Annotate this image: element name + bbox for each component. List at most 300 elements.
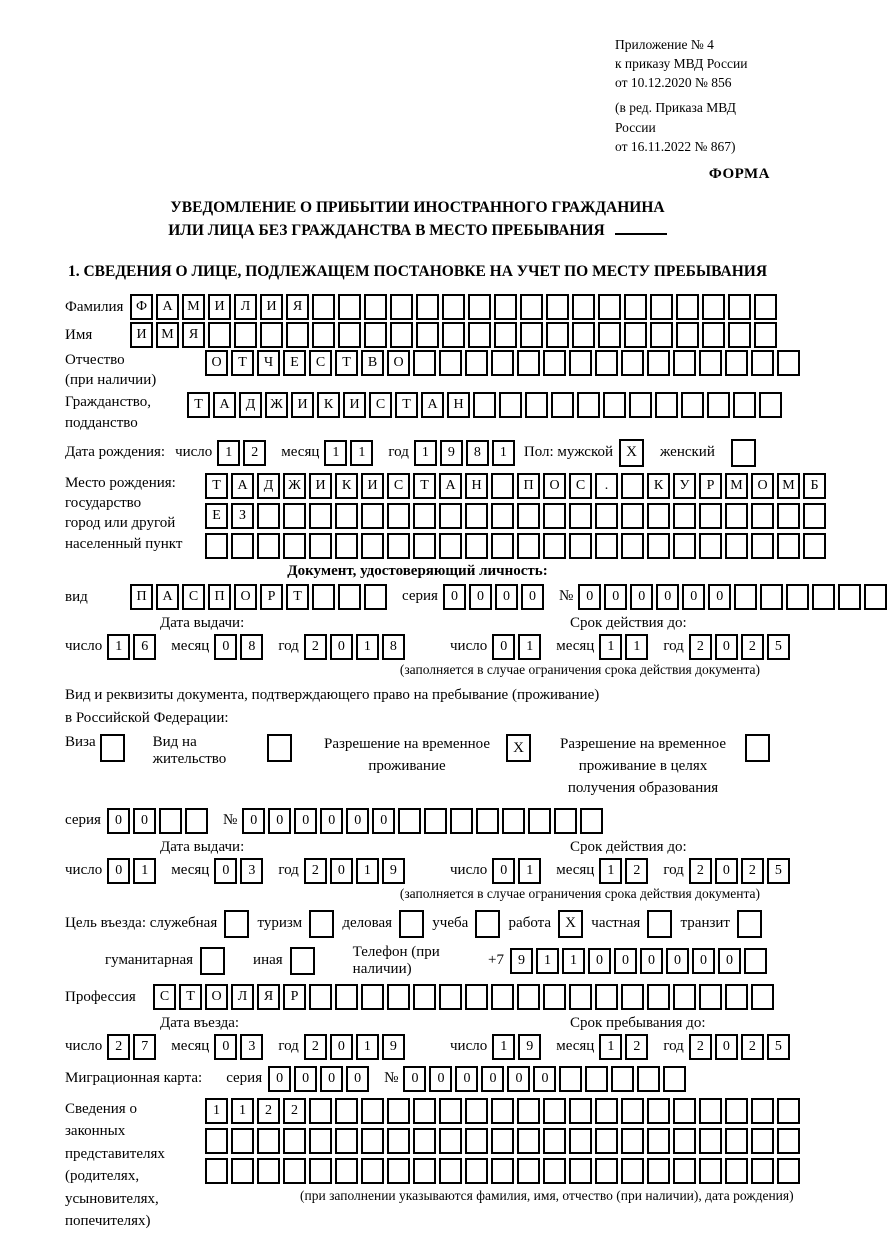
char-box[interactable]: К [335, 473, 358, 499]
char-box[interactable] [546, 322, 569, 348]
char-box[interactable]: М [777, 473, 800, 499]
char-box[interactable]: Т [205, 473, 228, 499]
char-box[interactable] [786, 584, 809, 610]
char-box[interactable] [585, 1066, 608, 1092]
char-box[interactable]: Н [465, 473, 488, 499]
char-box[interactable] [439, 533, 462, 559]
char-box[interactable]: 1 [107, 634, 130, 660]
char-box[interactable]: 0 [588, 948, 611, 974]
char-box[interactable] [699, 533, 722, 559]
char-box[interactable] [603, 392, 626, 418]
char-box[interactable] [577, 392, 600, 418]
char-box[interactable] [673, 1158, 696, 1184]
char-box[interactable]: 0 [214, 634, 237, 660]
char-box[interactable] [647, 1128, 670, 1154]
char-box[interactable] [725, 350, 748, 376]
char-box[interactable]: Ф [130, 294, 153, 320]
char-box[interactable]: 0 [614, 948, 637, 974]
char-box[interactable] [699, 1158, 722, 1184]
char-box[interactable] [465, 984, 488, 1010]
char-box[interactable]: 1 [599, 858, 622, 884]
char-box[interactable]: А [156, 294, 179, 320]
char-box[interactable]: 0 [533, 1066, 556, 1092]
char-box[interactable] [494, 322, 517, 348]
residence-permit-checkbox[interactable] [267, 734, 292, 762]
char-box[interactable] [491, 1098, 514, 1124]
char-box[interactable] [572, 322, 595, 348]
char-box[interactable] [491, 503, 514, 529]
char-box[interactable] [725, 1128, 748, 1154]
char-box[interactable] [424, 808, 447, 834]
char-box[interactable] [517, 350, 540, 376]
char-box[interactable]: 2 [625, 858, 648, 884]
purpose-tourism-checkbox[interactable] [309, 910, 334, 938]
char-box[interactable]: С [369, 392, 392, 418]
char-box[interactable]: 0 [715, 858, 738, 884]
char-box[interactable] [309, 1128, 332, 1154]
char-box[interactable] [361, 533, 384, 559]
char-box[interactable]: Я [257, 984, 280, 1010]
char-box[interactable] [543, 533, 566, 559]
char-box[interactable] [543, 1098, 566, 1124]
char-box[interactable] [595, 984, 618, 1010]
char-box[interactable] [335, 503, 358, 529]
char-box[interactable] [725, 533, 748, 559]
char-box[interactable] [234, 322, 257, 348]
char-box[interactable] [465, 1158, 488, 1184]
char-box[interactable]: О [205, 350, 228, 376]
char-box[interactable]: А [421, 392, 444, 418]
char-box[interactable] [517, 1158, 540, 1184]
char-box[interactable] [621, 350, 644, 376]
char-box[interactable] [777, 350, 800, 376]
char-box[interactable]: 0 [469, 584, 492, 610]
char-box[interactable] [699, 984, 722, 1010]
char-box[interactable]: 1 [217, 440, 240, 466]
char-box[interactable]: 1 [518, 858, 541, 884]
char-box[interactable]: 0 [640, 948, 663, 974]
char-box[interactable]: . [595, 473, 618, 499]
char-box[interactable]: 1 [625, 634, 648, 660]
char-box[interactable]: С [569, 473, 592, 499]
char-box[interactable] [364, 584, 387, 610]
char-box[interactable]: Е [283, 350, 306, 376]
char-box[interactable] [491, 350, 514, 376]
char-box[interactable]: М [156, 322, 179, 348]
char-box[interactable] [309, 1098, 332, 1124]
char-box[interactable] [725, 503, 748, 529]
char-box[interactable] [569, 1098, 592, 1124]
char-box[interactable]: К [317, 392, 340, 418]
char-box[interactable] [777, 1098, 800, 1124]
char-box[interactable]: 2 [625, 1034, 648, 1060]
char-box[interactable]: 9 [518, 1034, 541, 1060]
char-box[interactable] [517, 533, 540, 559]
char-box[interactable] [647, 350, 670, 376]
char-box[interactable] [699, 1128, 722, 1154]
char-box[interactable] [569, 1158, 592, 1184]
char-box[interactable]: 0 [630, 584, 653, 610]
char-box[interactable]: 0 [214, 858, 237, 884]
char-box[interactable] [387, 1098, 410, 1124]
char-box[interactable] [231, 533, 254, 559]
char-box[interactable] [733, 392, 756, 418]
char-box[interactable] [413, 984, 436, 1010]
char-box[interactable] [413, 1098, 436, 1124]
char-box[interactable] [520, 294, 543, 320]
char-box[interactable]: 0 [715, 1034, 738, 1060]
char-box[interactable] [751, 1098, 774, 1124]
char-box[interactable] [702, 322, 725, 348]
char-box[interactable] [650, 322, 673, 348]
temp-residence-checkbox[interactable]: X [506, 734, 531, 762]
char-box[interactable]: О [543, 473, 566, 499]
char-box[interactable] [416, 294, 439, 320]
char-box[interactable] [725, 1098, 748, 1124]
char-box[interactable] [517, 984, 540, 1010]
char-box[interactable] [499, 392, 522, 418]
char-box[interactable]: 1 [356, 858, 379, 884]
char-box[interactable]: 2 [689, 1034, 712, 1060]
char-box[interactable]: 0 [330, 634, 353, 660]
char-box[interactable] [468, 322, 491, 348]
char-box[interactable] [439, 984, 462, 1010]
char-box[interactable] [286, 322, 309, 348]
char-box[interactable]: 0 [242, 808, 265, 834]
char-box[interactable]: А [213, 392, 236, 418]
char-box[interactable] [647, 984, 670, 1010]
char-box[interactable] [312, 322, 335, 348]
char-box[interactable]: С [387, 473, 410, 499]
char-box[interactable] [309, 503, 332, 529]
char-box[interactable] [621, 533, 644, 559]
char-box[interactable] [699, 1098, 722, 1124]
char-box[interactable]: Р [260, 584, 283, 610]
char-box[interactable] [387, 1128, 410, 1154]
char-box[interactable]: 1 [414, 440, 437, 466]
char-box[interactable] [491, 984, 514, 1010]
char-box[interactable] [465, 533, 488, 559]
char-box[interactable]: 0 [604, 584, 627, 610]
char-box[interactable] [387, 1158, 410, 1184]
char-box[interactable]: 0 [346, 1066, 369, 1092]
char-box[interactable]: 9 [382, 1034, 405, 1060]
char-box[interactable]: Т [286, 584, 309, 610]
temp-residence-education-checkbox[interactable] [745, 734, 770, 762]
char-box[interactable] [744, 948, 767, 974]
char-box[interactable] [803, 503, 826, 529]
char-box[interactable]: Т [395, 392, 418, 418]
char-box[interactable]: 2 [243, 440, 266, 466]
char-box[interactable] [525, 392, 548, 418]
char-box[interactable] [707, 392, 730, 418]
char-box[interactable] [491, 1158, 514, 1184]
purpose-transit-checkbox[interactable] [737, 910, 762, 938]
char-box[interactable] [413, 1158, 436, 1184]
char-box[interactable] [621, 503, 644, 529]
char-box[interactable]: 1 [356, 634, 379, 660]
char-box[interactable]: 0 [718, 948, 741, 974]
char-box[interactable] [338, 322, 361, 348]
char-box[interactable]: М [725, 473, 748, 499]
char-box[interactable] [569, 350, 592, 376]
char-box[interactable] [759, 392, 782, 418]
char-box[interactable]: 0 [507, 1066, 530, 1092]
char-box[interactable]: Я [286, 294, 309, 320]
char-box[interactable] [559, 1066, 582, 1092]
char-box[interactable] [647, 1098, 670, 1124]
char-box[interactable] [760, 584, 783, 610]
char-box[interactable] [864, 584, 887, 610]
char-box[interactable]: И [309, 473, 332, 499]
char-box[interactable]: П [517, 473, 540, 499]
char-box[interactable] [416, 322, 439, 348]
char-box[interactable] [569, 533, 592, 559]
char-box[interactable] [517, 1128, 540, 1154]
char-box[interactable]: Р [283, 984, 306, 1010]
char-box[interactable]: 1 [133, 858, 156, 884]
char-box[interactable]: Р [699, 473, 722, 499]
char-box[interactable]: Е [205, 503, 228, 529]
char-box[interactable]: 1 [324, 440, 347, 466]
char-box[interactable]: 0 [268, 808, 291, 834]
char-box[interactable] [390, 294, 413, 320]
char-box[interactable] [185, 808, 208, 834]
char-box[interactable]: 0 [320, 808, 343, 834]
char-box[interactable] [338, 584, 361, 610]
char-box[interactable] [465, 1098, 488, 1124]
char-box[interactable]: 2 [304, 1034, 327, 1060]
char-box[interactable]: 0 [320, 1066, 343, 1092]
char-box[interactable]: 0 [294, 808, 317, 834]
char-box[interactable] [725, 984, 748, 1010]
char-box[interactable]: 9 [440, 440, 463, 466]
char-box[interactable]: Т [413, 473, 436, 499]
char-box[interactable]: 0 [107, 858, 130, 884]
char-box[interactable]: 0 [443, 584, 466, 610]
char-box[interactable]: 2 [304, 634, 327, 660]
char-box[interactable] [595, 1158, 618, 1184]
char-box[interactable] [598, 322, 621, 348]
char-box[interactable]: 5 [767, 1034, 790, 1060]
visa-checkbox[interactable] [100, 734, 125, 762]
char-box[interactable]: 3 [240, 1034, 263, 1060]
char-box[interactable] [676, 322, 699, 348]
purpose-private-checkbox[interactable] [647, 910, 672, 938]
char-box[interactable] [517, 503, 540, 529]
char-box[interactable] [754, 294, 777, 320]
char-box[interactable]: 1 [599, 634, 622, 660]
char-box[interactable] [491, 533, 514, 559]
char-box[interactable]: 9 [382, 858, 405, 884]
char-box[interactable]: С [182, 584, 205, 610]
char-box[interactable]: 1 [562, 948, 585, 974]
char-box[interactable]: 8 [466, 440, 489, 466]
char-box[interactable]: Т [179, 984, 202, 1010]
char-box[interactable] [335, 533, 358, 559]
char-box[interactable] [621, 1098, 644, 1124]
char-box[interactable] [647, 1158, 670, 1184]
char-box[interactable] [283, 503, 306, 529]
char-box[interactable] [312, 294, 335, 320]
char-box[interactable]: 2 [741, 858, 764, 884]
char-box[interactable] [208, 322, 231, 348]
char-box[interactable] [673, 350, 696, 376]
char-box[interactable] [777, 503, 800, 529]
char-box[interactable] [283, 1128, 306, 1154]
char-box[interactable]: 5 [767, 634, 790, 660]
char-box[interactable]: 0 [708, 584, 731, 610]
char-box[interactable] [260, 322, 283, 348]
char-box[interactable] [595, 350, 618, 376]
char-box[interactable] [442, 294, 465, 320]
char-box[interactable] [728, 294, 751, 320]
char-box[interactable] [751, 984, 774, 1010]
char-box[interactable]: 0 [578, 584, 601, 610]
char-box[interactable] [309, 1158, 332, 1184]
char-box[interactable] [546, 294, 569, 320]
char-box[interactable] [309, 533, 332, 559]
purpose-work-checkbox[interactable]: X [558, 910, 583, 938]
purpose-official-checkbox[interactable] [224, 910, 249, 938]
char-box[interactable] [338, 294, 361, 320]
char-box[interactable] [205, 1158, 228, 1184]
char-box[interactable] [624, 322, 647, 348]
char-box[interactable] [572, 294, 595, 320]
char-box[interactable]: 0 [656, 584, 679, 610]
char-box[interactable]: 2 [741, 634, 764, 660]
char-box[interactable] [611, 1066, 634, 1092]
char-box[interactable] [257, 1128, 280, 1154]
char-box[interactable]: А [156, 584, 179, 610]
char-box[interactable] [361, 1128, 384, 1154]
char-box[interactable]: 1 [518, 634, 541, 660]
char-box[interactable] [543, 1128, 566, 1154]
char-box[interactable] [364, 322, 387, 348]
char-box[interactable] [413, 533, 436, 559]
char-box[interactable] [751, 533, 774, 559]
char-box[interactable] [231, 1158, 254, 1184]
char-box[interactable] [476, 808, 499, 834]
char-box[interactable] [439, 1158, 462, 1184]
char-box[interactable]: П [130, 584, 153, 610]
char-box[interactable] [621, 1128, 644, 1154]
purpose-humanitarian-checkbox[interactable] [200, 947, 225, 975]
char-box[interactable] [543, 503, 566, 529]
char-box[interactable]: В [361, 350, 384, 376]
char-box[interactable] [650, 294, 673, 320]
char-box[interactable] [621, 1158, 644, 1184]
char-box[interactable]: 0 [666, 948, 689, 974]
char-box[interactable]: И [130, 322, 153, 348]
char-box[interactable] [450, 808, 473, 834]
char-box[interactable] [629, 392, 652, 418]
char-box[interactable] [205, 533, 228, 559]
char-box[interactable] [387, 984, 410, 1010]
char-box[interactable]: 9 [510, 948, 533, 974]
char-box[interactable] [838, 584, 861, 610]
char-box[interactable]: Ч [257, 350, 280, 376]
char-box[interactable]: А [231, 473, 254, 499]
char-box[interactable] [699, 503, 722, 529]
char-box[interactable] [465, 1128, 488, 1154]
char-box[interactable]: Д [239, 392, 262, 418]
char-box[interactable] [283, 533, 306, 559]
char-box[interactable]: Л [234, 294, 257, 320]
char-box[interactable]: 1 [492, 1034, 515, 1060]
char-box[interactable] [543, 984, 566, 1010]
char-box[interactable] [257, 533, 280, 559]
char-box[interactable]: М [182, 294, 205, 320]
char-box[interactable]: 1 [492, 440, 515, 466]
char-box[interactable] [439, 350, 462, 376]
char-box[interactable]: Н [447, 392, 470, 418]
char-box[interactable] [465, 503, 488, 529]
char-box[interactable] [751, 503, 774, 529]
char-box[interactable]: 0 [495, 584, 518, 610]
char-box[interactable] [468, 294, 491, 320]
char-box[interactable] [528, 808, 551, 834]
char-box[interactable] [364, 294, 387, 320]
char-box[interactable] [442, 322, 465, 348]
char-box[interactable] [647, 533, 670, 559]
char-box[interactable]: 2 [689, 634, 712, 660]
char-box[interactable] [439, 1128, 462, 1154]
char-box[interactable] [257, 1158, 280, 1184]
char-box[interactable] [335, 1128, 358, 1154]
char-box[interactable] [702, 294, 725, 320]
char-box[interactable]: 1 [599, 1034, 622, 1060]
char-box[interactable]: П [208, 584, 231, 610]
char-box[interactable] [257, 503, 280, 529]
char-box[interactable] [777, 1158, 800, 1184]
char-box[interactable] [621, 984, 644, 1010]
char-box[interactable] [803, 533, 826, 559]
char-box[interactable]: Т [187, 392, 210, 418]
char-box[interactable] [543, 1158, 566, 1184]
char-box[interactable] [754, 322, 777, 348]
char-box[interactable]: Т [231, 350, 254, 376]
char-box[interactable] [520, 322, 543, 348]
char-box[interactable] [647, 503, 670, 529]
char-box[interactable] [390, 322, 413, 348]
char-box[interactable]: 5 [767, 858, 790, 884]
char-box[interactable]: 2 [304, 858, 327, 884]
gender-male-checkbox[interactable]: X [619, 439, 644, 467]
char-box[interactable] [502, 808, 525, 834]
char-box[interactable]: 8 [240, 634, 263, 660]
char-box[interactable] [543, 350, 566, 376]
char-box[interactable] [491, 1128, 514, 1154]
char-box[interactable]: 1 [231, 1098, 254, 1124]
char-box[interactable]: И [343, 392, 366, 418]
purpose-study-checkbox[interactable] [475, 910, 500, 938]
char-box[interactable]: 2 [283, 1098, 306, 1124]
char-box[interactable] [554, 808, 577, 834]
char-box[interactable]: О [751, 473, 774, 499]
char-box[interactable] [465, 350, 488, 376]
gender-female-checkbox[interactable] [731, 439, 756, 467]
char-box[interactable] [812, 584, 835, 610]
char-box[interactable] [751, 1128, 774, 1154]
char-box[interactable] [517, 1098, 540, 1124]
char-box[interactable] [751, 1158, 774, 1184]
char-box[interactable] [595, 1128, 618, 1154]
char-box[interactable] [673, 1128, 696, 1154]
char-box[interactable]: Т [335, 350, 358, 376]
char-box[interactable] [335, 984, 358, 1010]
char-box[interactable]: 1 [350, 440, 373, 466]
